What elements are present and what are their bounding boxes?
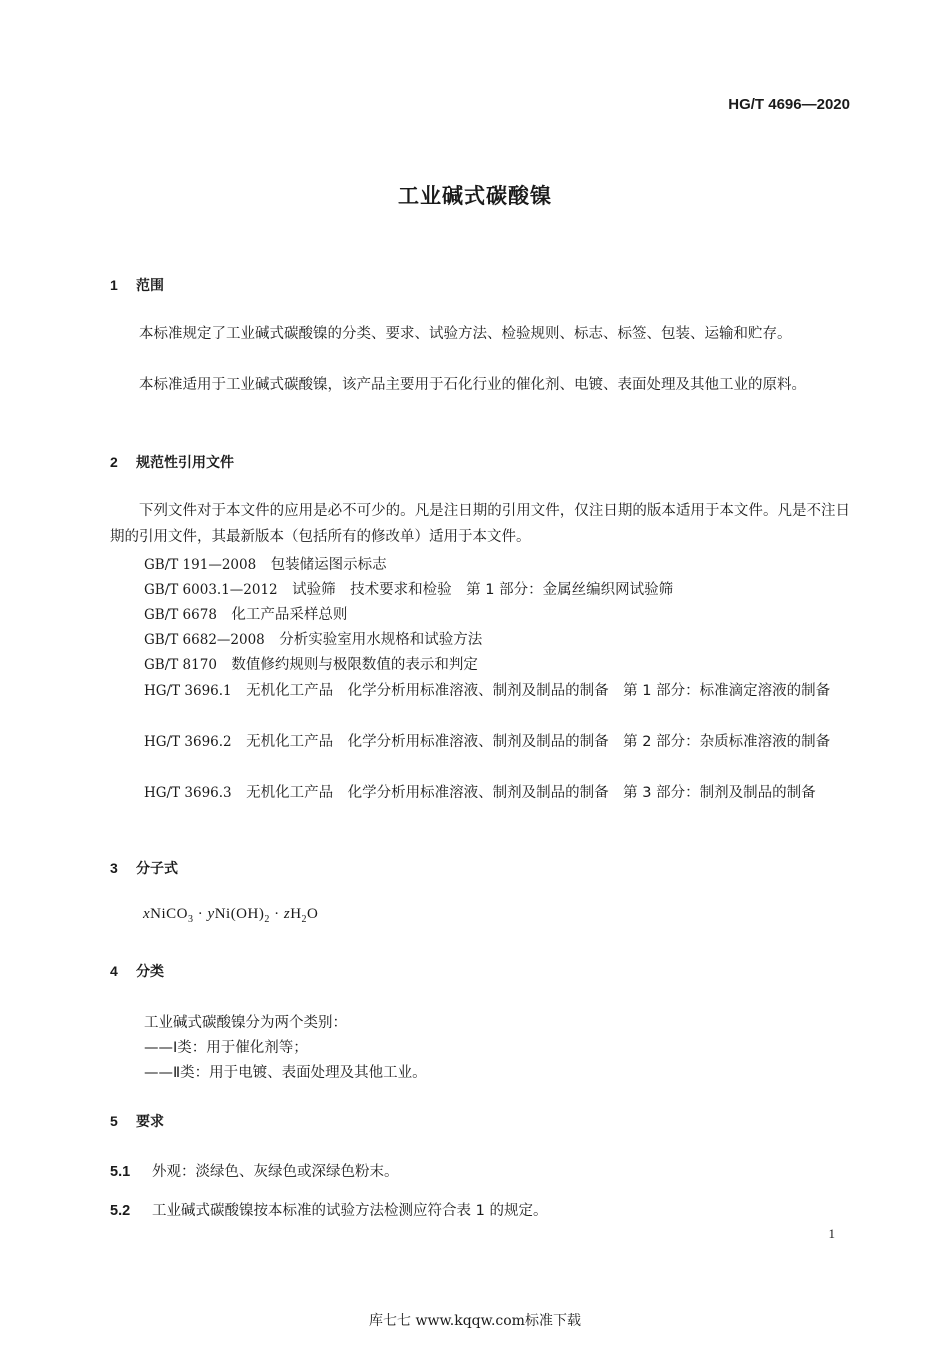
classification-intro: 工业碱式碳酸镍分为两个类别： [144, 1015, 347, 1031]
page-number: 1 [828, 1226, 835, 1241]
reference-title: 无机化工产品 化学分析用标准溶液、制剂及制品的制备 第 3 部分：制剂及制品的制备 [246, 785, 816, 801]
clause-text: 外观：淡绿色、灰绿色或深绿色粉末。 [152, 1164, 399, 1180]
download-footer: 库七七 www.kqqw.com标准下载 [369, 1313, 581, 1329]
reference-item [144, 553, 387, 574]
section-title: 范围 [136, 278, 164, 294]
reference-code: HG/T 3696.3 [144, 785, 232, 801]
reference-title: 无机化工产品 化学分析用标准溶液、制剂及制品的制备 第 1 部分：标准滴定溶液的制备 [246, 683, 831, 699]
classification-item: ——Ⅰ类：用于催化剂等； [144, 1040, 308, 1056]
reference-item [144, 578, 673, 599]
reference-code: GB/T 191—2008 [144, 557, 257, 573]
clause-number: 5.1 [110, 1164, 131, 1180]
classification-item: ——Ⅱ类：用于电镀、表面处理及其他工业。 [144, 1065, 427, 1081]
section-number: 2 [110, 454, 118, 470]
reference-code: GB/T 6682—2008 [144, 632, 265, 648]
standard-code: HG/T 4696—2020 [728, 96, 850, 113]
reference-code: GB/T 6003.1—2012 [144, 582, 278, 598]
reference-item [144, 653, 478, 674]
reference-title: 数值修约规则与极限数值的表示和判定 [231, 657, 478, 673]
formula-dot: · [197, 906, 204, 922]
reference-item [110, 729, 850, 755]
document-title: 工业碱式碳酸镍 [398, 184, 552, 208]
references-intro: 下列文件对于本文件的应用是必不可少的。凡是注日期的引用文件，仅注日期的版本适用于本文件。凡是不注日期的引用文件，其最新版本（包括所有的修改单）适用于本文件。 [110, 503, 850, 545]
reference-code: GB/T 6678 [144, 607, 217, 623]
clause-text: 工业碱式碳酸镍按本标准的试验方法检测应符合表 1 的规定。 [152, 1203, 548, 1219]
section-2-heading [110, 452, 234, 472]
section-number: 1 [110, 277, 118, 293]
reference-title: 包装储运图示标志 [270, 557, 387, 573]
formula-subscript: 2 [264, 914, 270, 925]
reference-title: 无机化工产品 化学分析用标准溶液、制剂及制品的制备 第 2 部分：杂质标准溶液的制备 [246, 734, 831, 750]
reference-item [144, 603, 347, 624]
scope-paragraph-2: 本标准适用于工业碱式碳酸镍，该产品主要用于石化行业的催化剂、电镀、表面处理及其他工业的原料。 [139, 377, 806, 393]
formula-coefficient: y [207, 906, 215, 922]
reference-title: 分析实验室用水规格和试验方法 [279, 632, 483, 648]
reference-code: HG/T 3696.2 [144, 734, 232, 750]
reference-code: HG/T 3696.1 [144, 683, 232, 699]
reference-item [110, 678, 850, 704]
scope-paragraph-1: 本标准规定了工业碱式碳酸镍的分类、要求、试验方法、检验规则、标志、标签、包装、运输和贮存。 [139, 326, 792, 342]
section-1-heading [110, 275, 164, 295]
reference-item [110, 780, 850, 806]
formula-term: NiCO [150, 906, 189, 922]
reference-title: 试验筛 技术要求和检验 第 1 部分：金属丝编织网试验筛 [292, 582, 674, 598]
section-4-heading [110, 961, 164, 981]
formula-term: O [307, 906, 319, 922]
formula-term: Ni(OH) [214, 906, 265, 922]
section-title: 分类 [136, 964, 164, 980]
section-3-heading [110, 858, 178, 878]
reference-code: GB/T 8170 [144, 657, 217, 673]
reference-title: 化工产品采样总则 [231, 607, 348, 623]
section-title: 要求 [136, 1114, 164, 1130]
formula-term: H [290, 906, 302, 922]
formula-coefficient: z [283, 906, 291, 922]
section-number: 5 [110, 1113, 118, 1129]
section-title: 分子式 [136, 861, 178, 877]
formula-coefficient: x [143, 906, 151, 922]
clause-5-1 [110, 1160, 399, 1181]
clause-5-2 [110, 1199, 547, 1220]
clause-number: 5.2 [110, 1203, 131, 1219]
formula-dot: · [274, 906, 280, 922]
reference-item [144, 628, 482, 649]
section-number: 4 [110, 963, 118, 979]
section-5-heading [110, 1111, 164, 1131]
section-number: 3 [110, 860, 118, 876]
section-title: 规范性引用文件 [136, 455, 234, 471]
formula-subscript: 3 [188, 914, 194, 925]
formula-subscript: 2 [301, 914, 308, 925]
molecular-formula [143, 906, 318, 925]
